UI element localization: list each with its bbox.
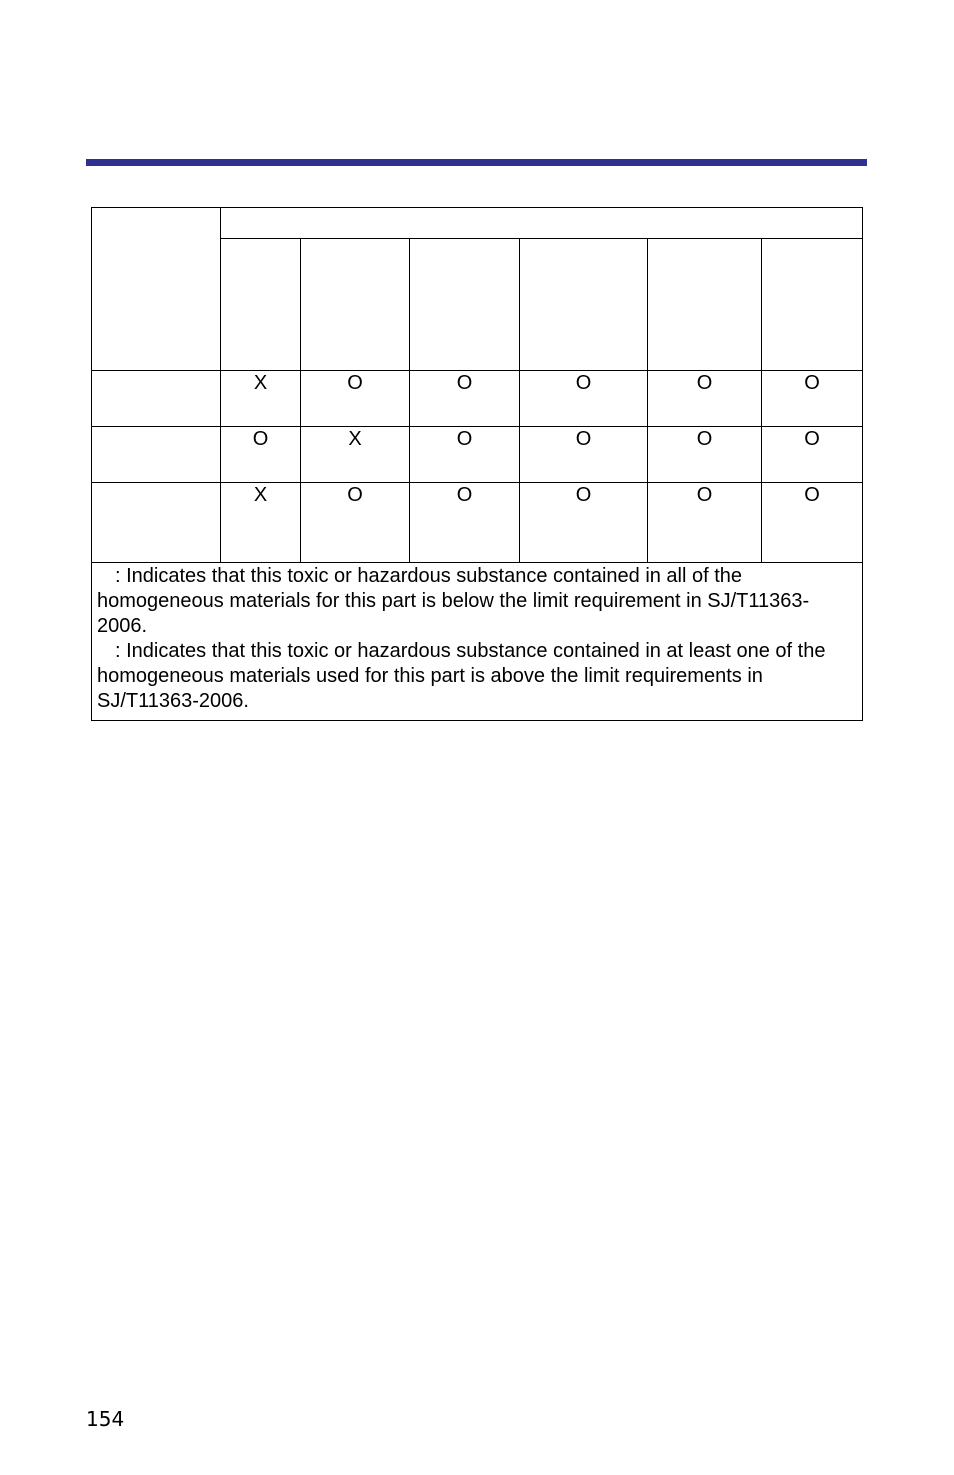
table-row bbox=[92, 371, 863, 427]
substance-header-cell bbox=[520, 239, 648, 371]
substance-header-cell bbox=[301, 239, 410, 371]
notes-cell bbox=[92, 563, 863, 721]
table-header-row bbox=[92, 208, 863, 239]
x-note: : Indicates that this toxic or hazardous substance contained in at least one of the homogeneous materials used for this part is above the limit requirements in SJ/T11363-2006. bbox=[97, 640, 826, 712]
part-name-cell bbox=[92, 371, 221, 427]
mark: O bbox=[252, 428, 269, 450]
substances-header-cell bbox=[221, 208, 863, 239]
mark: O bbox=[456, 428, 473, 450]
mark: O bbox=[347, 372, 363, 394]
mark: O bbox=[575, 484, 592, 506]
mark: O bbox=[575, 428, 592, 450]
mark-cell bbox=[648, 427, 762, 483]
mark-cell bbox=[520, 483, 648, 563]
part-name-cell bbox=[92, 483, 221, 563]
page-number: 154 bbox=[86, 1407, 125, 1431]
mark: O bbox=[347, 484, 363, 506]
mark: X bbox=[348, 428, 362, 450]
mark: X bbox=[253, 484, 268, 506]
o-note: : Indicates that this toxic or hazardous substance contained in all of the homogeneous materials for this part is below the limit requirement in SJ/T11363-2006. bbox=[97, 565, 810, 637]
part-name-header-cell bbox=[92, 208, 221, 371]
mark-cell bbox=[221, 427, 301, 483]
mark-cell bbox=[221, 371, 301, 427]
mark: O bbox=[696, 372, 713, 394]
mark-cell bbox=[520, 371, 648, 427]
mark: O bbox=[456, 484, 473, 506]
mark: O bbox=[804, 372, 820, 394]
mark-cell bbox=[762, 427, 863, 483]
mark: O bbox=[575, 372, 592, 394]
hazardous-substances-table bbox=[91, 207, 863, 721]
mark-cell bbox=[648, 371, 762, 427]
mark-cell bbox=[762, 483, 863, 563]
mark-cell bbox=[410, 483, 520, 563]
substance-header-cell bbox=[410, 239, 520, 371]
mark-cell bbox=[410, 427, 520, 483]
part-name-cell bbox=[92, 427, 221, 483]
mark: X bbox=[253, 372, 268, 394]
table-row bbox=[92, 427, 863, 483]
mark: O bbox=[804, 428, 820, 450]
mark: O bbox=[456, 372, 473, 394]
mark-cell bbox=[520, 427, 648, 483]
mark: O bbox=[696, 428, 713, 450]
notes-row bbox=[92, 563, 863, 721]
mark-cell bbox=[762, 371, 863, 427]
substance-header-cell bbox=[221, 239, 301, 371]
table-row bbox=[92, 483, 863, 563]
mark: O bbox=[804, 484, 820, 506]
substance-header-cell bbox=[648, 239, 762, 371]
header-rule bbox=[86, 159, 867, 166]
mark-cell bbox=[410, 371, 520, 427]
mark: O bbox=[696, 484, 713, 506]
mark-cell bbox=[301, 427, 410, 483]
mark-cell bbox=[301, 483, 410, 563]
mark-cell bbox=[301, 371, 410, 427]
mark-cell bbox=[221, 483, 301, 563]
substance-header-cell bbox=[762, 239, 863, 371]
mark-cell bbox=[648, 483, 762, 563]
